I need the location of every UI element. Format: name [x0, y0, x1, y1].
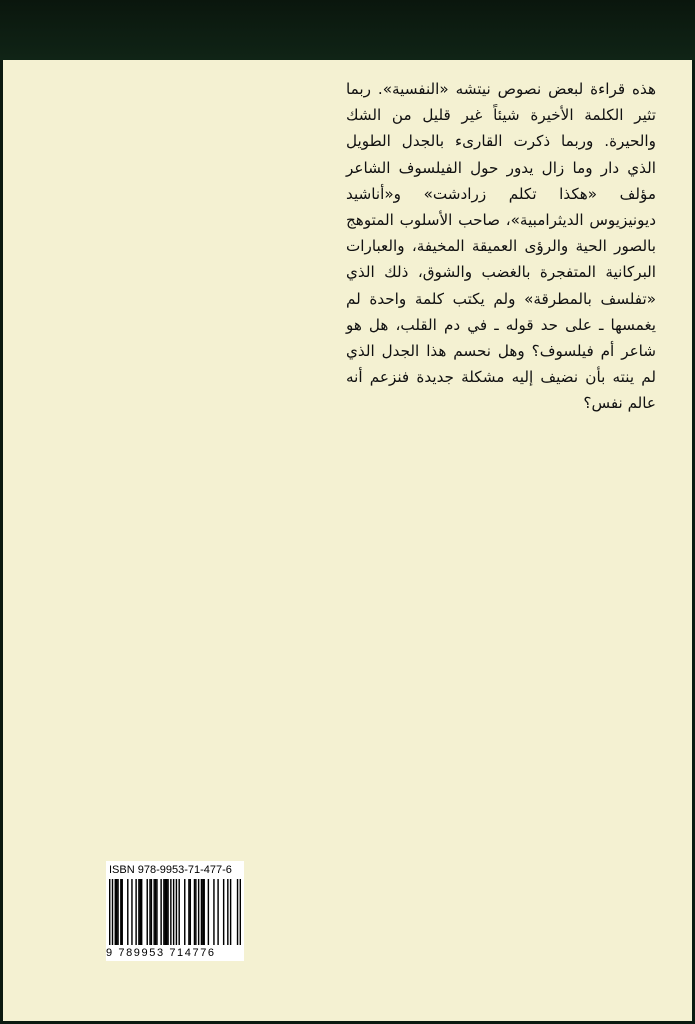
- barcode-bar: [166, 879, 167, 945]
- barcode-bar: [120, 879, 121, 945]
- barcode-bar: [141, 879, 142, 945]
- barcode-bar: [140, 879, 141, 945]
- barcode-bar: [138, 879, 139, 945]
- barcode-bar: [155, 879, 156, 945]
- barcode-bar: [223, 879, 224, 945]
- barcode-bar: [203, 879, 204, 945]
- barcode-bar: [163, 879, 164, 945]
- barcode-bar: [127, 879, 128, 945]
- barcode-bar: [160, 879, 161, 945]
- barcode-label: [106, 861, 244, 961]
- barcode-bar: [208, 879, 209, 945]
- barcode-bar: [237, 879, 238, 945]
- barcode-bar: [240, 879, 241, 945]
- barcode-bar: [147, 879, 148, 945]
- barcode-bar: [227, 879, 228, 945]
- barcode-bar: [173, 879, 174, 945]
- barcode-bar: [151, 879, 152, 945]
- barcode-bar: [230, 879, 231, 945]
- isbn-text: ISBN 978-9953-71-477-6: [109, 864, 232, 876]
- barcode-bar: [122, 879, 123, 945]
- barcode-bar: [112, 879, 113, 945]
- barcode-bar: [116, 879, 117, 945]
- barcode-bar: [198, 879, 199, 945]
- barcode-bar: [109, 879, 110, 945]
- barcode-bar: [178, 879, 179, 945]
- cover-page: [3, 60, 692, 1021]
- barcode-bar: [167, 879, 168, 945]
- barcode-bar: [195, 879, 196, 945]
- barcode-bar: [117, 879, 118, 945]
- barcode-bar: [201, 879, 202, 945]
- barcode-bar: [176, 879, 177, 945]
- barcode-bar: [135, 879, 136, 945]
- barcode-bar: [188, 879, 189, 945]
- barcode-bar: [153, 879, 154, 945]
- barcode-bar: [190, 879, 191, 945]
- barcode-bars: [109, 879, 241, 945]
- barcode-bar: [217, 879, 218, 945]
- blurb-text: هذه قراءة لبعض نصوص نيتشه «النفسية». ربما تثير الكلمة الأخيرة شيئاً غير قليل من الشك والحيرة. وربما ذكرت القارىء بالجدل الطويل الذي دار وما زال يدور حول الفيلسوف الشاعر مؤلف «هكذا تكلم زرادشت» و«أناشيد ديونيزيوس الديثرامبية»، صاحب الأسلوب المتوهج بالصور الحية والرؤى العميقة المخيفة، والعبارات البركانية المتفجرة بالغضب والشوق، ذلك الذي «تفلسف بالمطرقة» ولم يكتب كلمة واحدة لم يغمسها ـ على حد قوله ـ في دم القلب، هل هو شاعر أم فيلسوف؟ وهل نحسم هذا الجدل الذي لم ينته بأن نضيف إليه مشكلة جديدة فنزعم أنه عالم نفس؟: [346, 80, 656, 413]
- barcode-bar: [194, 879, 195, 945]
- barcode-bar: [165, 879, 166, 945]
- barcode-bar: [131, 879, 132, 945]
- barcode-bar: [202, 879, 203, 945]
- barcode-bar: [213, 879, 214, 945]
- barcode-bar: [170, 879, 171, 945]
- barcode-digits: 9 789953 714776: [106, 947, 216, 959]
- barcode-bar: [115, 879, 116, 945]
- barcode-bar: [149, 879, 150, 945]
- barcode-bar: [184, 879, 185, 945]
- top-dark-band: [0, 0, 695, 60]
- barcode-bar: [156, 879, 157, 945]
